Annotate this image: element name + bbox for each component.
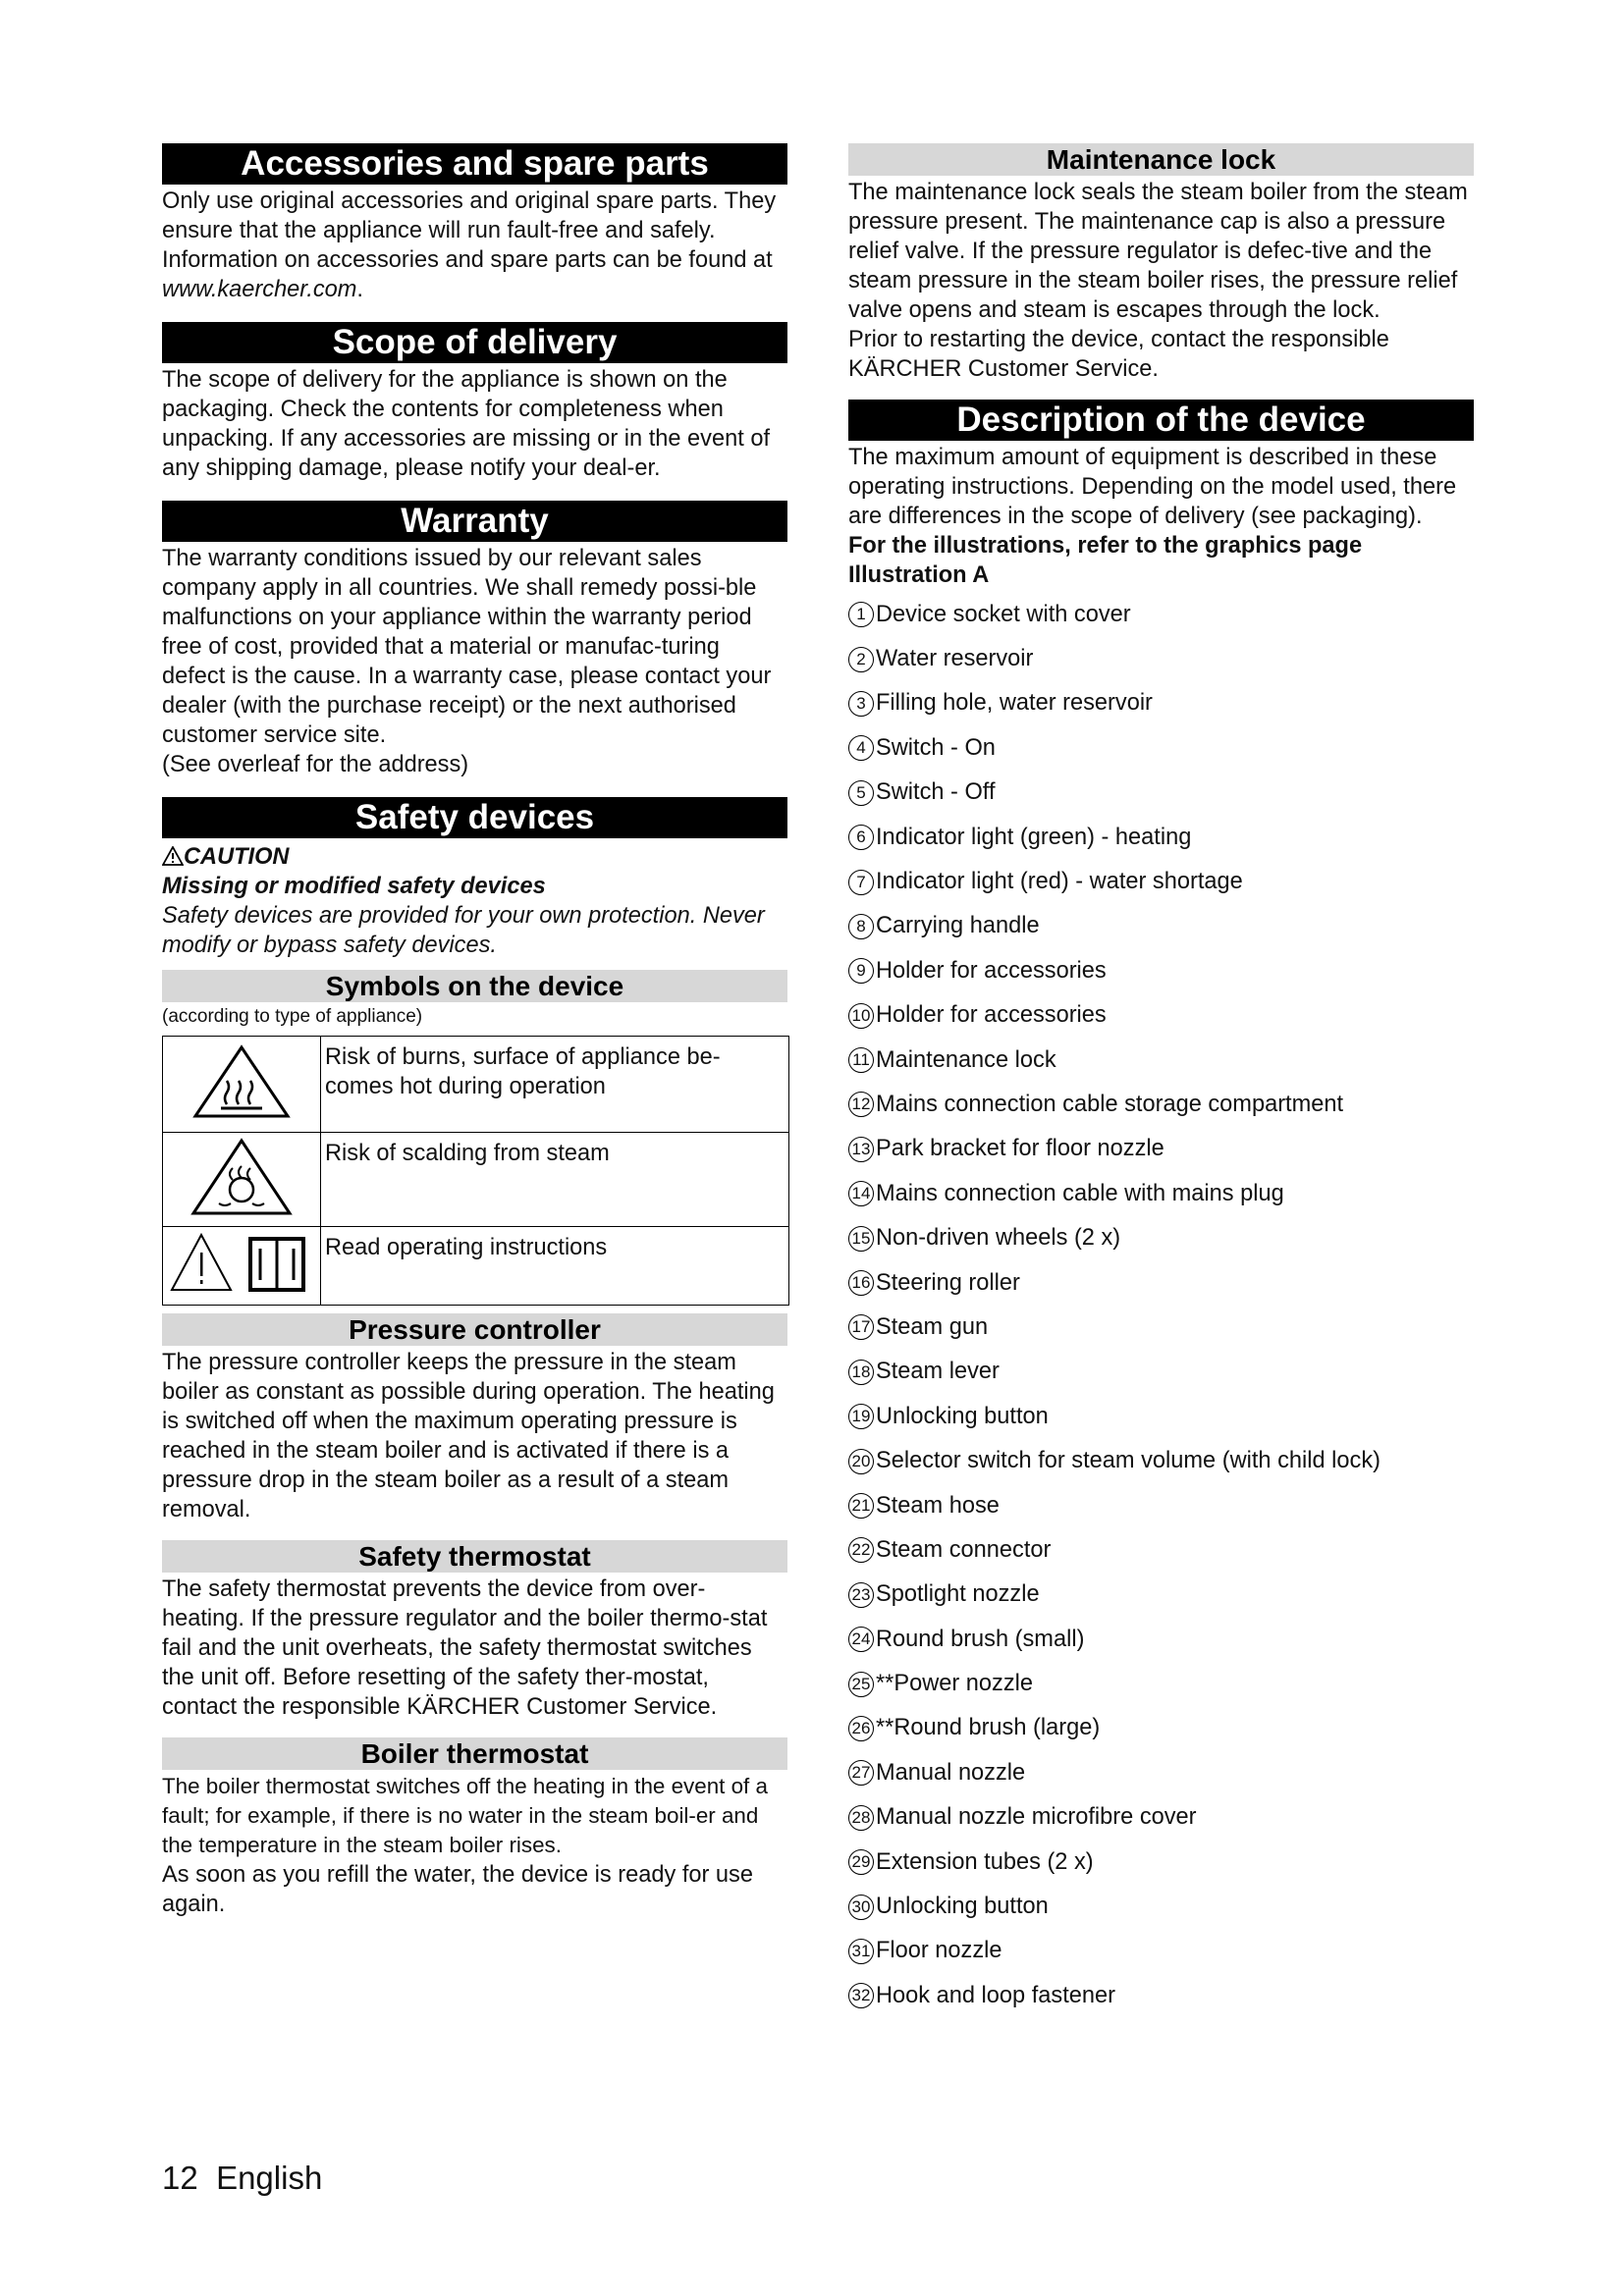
number-circle: 31: [848, 1939, 874, 1964]
list-item: 8 Carrying handle: [848, 912, 1474, 941]
number-circle: 29: [848, 1849, 874, 1875]
parts-list: [848, 600, 1474, 2011]
maintenance-paragraph-1: The maintenance lock seals the steam boiler from the steam pressure present. The maintenance cap is also a pressure relief valve. If the pressure regulator is defec-tive and the steam pressure in the steam boiler rises, the pressure relief valve opens and steam is escapes through the lock.: [848, 180, 1468, 323]
list-item: 17 Steam gun: [848, 1312, 1474, 1342]
left-column: [162, 143, 787, 1919]
number-circle: 28: [848, 1805, 874, 1831]
table-row: [163, 1227, 789, 1306]
number-circle: 24: [848, 1627, 874, 1652]
number-circle: 2: [848, 647, 874, 672]
heading-safety-thermostat: Safety thermostat: [162, 1540, 787, 1573]
caution-text: Safety devices are provided for your own protection. Never modify or bypass safety devices.: [162, 903, 765, 958]
number-circle: 23: [848, 1582, 874, 1608]
number-circle: 26: [848, 1716, 874, 1741]
heading-pressure-controller: Pressure controller: [162, 1313, 787, 1346]
list-item: 18 Steam lever: [848, 1358, 1474, 1387]
number-circle: 18: [848, 1360, 874, 1385]
hot-surface-warning-icon: [163, 1037, 321, 1133]
warranty-address-note: (See overleaf for the address): [162, 752, 469, 777]
list-item: 3 Filling hole, water reservoir: [848, 689, 1474, 719]
number-circle: 16: [848, 1270, 874, 1296]
caution-label: CAUTION: [162, 842, 787, 872]
read-manual-warning-icon: [163, 1227, 321, 1306]
scope-paragraph: The scope of delivery for the appliance is shown on the packaging. Check the contents for completeness when unpacking. If any accessories are missing or in the event of any shipping damage, please notify your deal-er.: [162, 367, 771, 481]
list-item: 5 Switch - Off: [848, 778, 1474, 808]
list-item: 16 Steering roller: [848, 1268, 1474, 1298]
symbol-text: Read operating instructions: [321, 1227, 789, 1306]
number-circle: 3: [848, 691, 874, 717]
number-circle: 17: [848, 1314, 874, 1340]
number-circle: 27: [848, 1760, 874, 1786]
boiler-paragraph-1: The boiler thermostat switches off the heating in the event of a fault; for example, if there is no water in the steam boil-er and the temperature in the steam boiler rises.: [162, 1774, 768, 1857]
number-circle: 6: [848, 825, 874, 850]
number-circle: 14: [848, 1181, 874, 1206]
number-circle: 19: [848, 1404, 874, 1429]
list-item: 6 Indicator light (green) - heating: [848, 823, 1474, 852]
heading-description: Description of the device: [848, 400, 1474, 441]
heading-safety-devices: Safety devices: [162, 797, 787, 838]
caution-title: Missing or modified safety devices: [162, 874, 546, 899]
caution-triangle-icon: [162, 846, 184, 866]
list-item: 23 Spotlight nozzle: [848, 1580, 1474, 1610]
heading-symbols: Symbols on the device: [162, 970, 787, 1002]
list-item: 31 Floor nozzle: [848, 1937, 1474, 1966]
list-item: 30 Unlocking button: [848, 1892, 1474, 1921]
thermostat-paragraph: The safety thermostat prevents the device from over-heating. If the pressure regulator and the boiler thermo-stat fail and the unit overheats, the safety thermostat switches the unit off. Before resetting of the safety ther-mostat, contact the responsible KÄRCHER Customer Service.: [162, 1576, 768, 1720]
number-circle: 30: [848, 1895, 874, 1920]
list-item: 4 Switch - On: [848, 733, 1474, 763]
number-circle: 25: [848, 1672, 874, 1697]
description-paragraph: The maximum amount of equipment is described in these operating instructions. Depending on the model used, there are differences in the scope of delivery (see packaging).: [848, 445, 1457, 529]
page-number: 12: [162, 2160, 198, 2196]
number-circle: 1: [848, 602, 874, 627]
list-item: 26 **Round brush (large): [848, 1714, 1474, 1743]
list-item: 11 Maintenance lock: [848, 1045, 1474, 1075]
number-circle: 5: [848, 780, 874, 806]
list-item: 27 Manual nozzle: [848, 1758, 1474, 1788]
list-item: 7 Indicator light (red) - water shortage: [848, 867, 1474, 896]
number-circle: 8: [848, 914, 874, 939]
list-item: 21 Steam hose: [848, 1491, 1474, 1521]
list-item: 29 Extension tubes (2 x): [848, 1847, 1474, 1877]
number-circle: 32: [848, 1983, 874, 2008]
symbols-note: (according to type of appliance): [162, 1006, 423, 1027]
list-item: 15 Non-driven wheels (2 x): [848, 1223, 1474, 1253]
number-circle: 15: [848, 1226, 874, 1252]
illustration-label: Illustration A: [848, 562, 990, 588]
number-circle: 7: [848, 870, 874, 895]
list-item: 24 Round brush (small): [848, 1625, 1474, 1654]
heading-accessories: Accessories and spare parts: [162, 143, 787, 185]
table-row: [163, 1037, 789, 1133]
list-item: 12 Mains connection cable storage compartment: [848, 1090, 1474, 1119]
number-circle: 21: [848, 1493, 874, 1519]
list-item: 28 Manual nozzle microfibre cover: [848, 1803, 1474, 1833]
symbol-text: Risk of burns, surface of appliance be-comes hot during operation: [321, 1037, 789, 1133]
number-circle: 11: [848, 1047, 874, 1073]
table-row: [163, 1133, 789, 1227]
list-item: 1 Device socket with cover: [848, 600, 1474, 629]
symbols-table: [162, 1036, 789, 1306]
accessories-paragraph-1: Only use original accessories and original spare parts. They ensure that the appliance will run fault-free and safely.: [162, 188, 777, 243]
list-item: 9 Holder for accessories: [848, 956, 1474, 986]
heading-boiler-thermostat: Boiler thermostat: [162, 1737, 787, 1770]
list-item: 13 Park bracket for floor nozzle: [848, 1135, 1474, 1164]
list-item: 10 Holder for accessories: [848, 1001, 1474, 1031]
list-item: 14 Mains connection cable with mains plug: [848, 1179, 1474, 1208]
boiler-paragraph-2: As soon as you refill the water, the device is ready for use again.: [162, 1862, 753, 1917]
heading-scope: Scope of delivery: [162, 322, 787, 363]
number-circle: 9: [848, 958, 874, 984]
heading-warranty: Warranty: [162, 501, 787, 542]
number-circle: 20: [848, 1449, 874, 1474]
illustration-reference: For the illustrations, refer to the graphics page: [848, 533, 1363, 559]
list-item: 32 Hook and loop fastener: [848, 1981, 1474, 2010]
number-circle: 13: [848, 1137, 874, 1162]
right-column: [848, 143, 1474, 2026]
steam-warning-icon: [163, 1133, 321, 1227]
maintenance-paragraph-2: Prior to restarting the device, contact the responsible KÄRCHER Customer Service.: [848, 327, 1389, 382]
accessories-paragraph-2: Information on accessories and spare parts can be found at www.kaercher.com.: [162, 247, 773, 302]
pressure-paragraph: The pressure controller keeps the pressure in the steam boiler as constant as possible during operation. The heating is switched off when the maximum operating pressure is reached in the steam boiler and is activated if there is a pressure drop in the steam boiler as a result of a steam removal.: [162, 1350, 775, 1522]
list-item: 22 Steam connector: [848, 1535, 1474, 1565]
symbol-text: Risk of scalding from steam: [321, 1133, 789, 1227]
list-item: 20 Selector switch for steam volume (with child lock): [848, 1446, 1474, 1475]
page-footer: [162, 2160, 322, 2197]
number-circle: 4: [848, 735, 874, 761]
number-circle: 10: [848, 1003, 874, 1029]
heading-maintenance-lock: Maintenance lock: [848, 143, 1474, 176]
list-item: 25 **Power nozzle: [848, 1669, 1474, 1698]
list-item: 19 Unlocking button: [848, 1402, 1474, 1431]
number-circle: 22: [848, 1537, 874, 1563]
kaercher-website-link[interactable]: www.kaercher.com: [162, 277, 357, 302]
warranty-paragraph: The warranty conditions issued by our relevant sales company apply in all countries. We shall remedy possi-ble malfunctions on your appliance within the warranty period free of cost, provided that a material or manufac-turing defect is the cause. In a warranty case, please contact your dealer (with the purchase receipt) or the next authorised customer service site.: [162, 546, 772, 748]
number-circle: 12: [848, 1092, 874, 1117]
list-item: 2 Water reservoir: [848, 644, 1474, 673]
page-language: English: [216, 2160, 323, 2196]
